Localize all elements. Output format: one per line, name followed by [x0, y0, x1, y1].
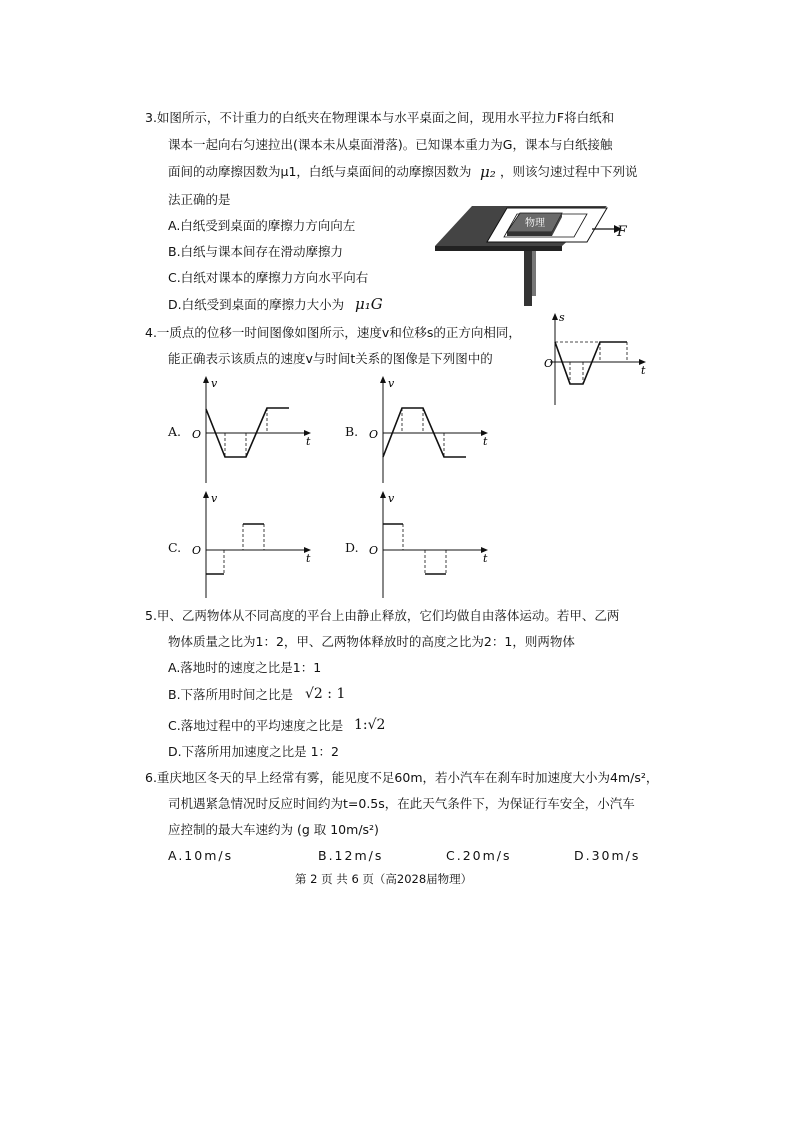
- q3-option-a: A.白纸受到桌面的摩擦力方向向左: [168, 218, 356, 233]
- t-axis-label: t: [483, 435, 488, 448]
- q5-option-b: B.下落所用时间之比是: [168, 687, 294, 702]
- q4-option-a-label: A.: [168, 424, 182, 439]
- origin-label: O: [192, 544, 202, 557]
- option-d-graph: [365, 490, 495, 600]
- force-label: F: [617, 224, 627, 240]
- t-axis-label: t: [641, 364, 646, 377]
- origin-label: O: [369, 544, 379, 557]
- q4-line1: 4.一质点的位移一时间图像如图所示，速度v和位移s的正方向相同，: [145, 325, 521, 340]
- q6-line2: 司机遇紧急情况时反应时间约为t=0.5s，在此天气条件下，为保证行车安全，小汽车: [168, 796, 635, 811]
- q3-mu2: μ₂: [480, 163, 496, 181]
- v-axis-label: v: [388, 492, 395, 505]
- q3-option-c: C.白纸对课本的摩擦力方向水平向右: [168, 270, 369, 285]
- t-axis-label: t: [306, 552, 311, 565]
- q5-option-c: C.落地过程中的平均速度之比是: [168, 718, 344, 733]
- s-t-curve: [555, 342, 627, 384]
- q3-line2: 课本一起向右匀速拉出(课本未从桌面滑落)。已知课本重力为G，课本与白纸接触: [168, 137, 613, 152]
- q6-line3: 应控制的最大车速约为 (g 取 10m/s²): [168, 822, 379, 837]
- s-t-graph: [545, 312, 655, 407]
- q3-line4: 法正确的是: [168, 192, 231, 207]
- v-axis-label: v: [388, 377, 395, 390]
- q5-line1: 5.甲、乙两物体从不同高度的平台上由静止释放，它们均做自由落体运动。若甲、乙两: [145, 608, 620, 623]
- q6-option-b: B.12m/s: [318, 848, 384, 863]
- q5-option-c-formula: 1:√2: [354, 717, 386, 733]
- t-axis-label: t: [483, 552, 488, 565]
- q6-option-d: D.30m/s: [574, 848, 641, 863]
- table-figure: [432, 198, 632, 308]
- q5-option-a: A.落地时的速度之比是1：1: [168, 660, 322, 675]
- option-b-graph: [365, 375, 495, 485]
- t-axis-label: t: [306, 435, 311, 448]
- q5-line2: 物体质量之比为1：2，甲、乙两物体释放时的高度之比为2：1，则两物体: [168, 634, 575, 649]
- q4-line2: 能正确表示该质点的速度v与时间t关系的图像是下列图中的: [168, 351, 493, 366]
- q6-option-a: A.10m/s: [168, 848, 234, 863]
- option-c-graph: [188, 490, 318, 600]
- q3-option-d: D.白纸受到桌面的摩擦力大小为: [168, 297, 345, 312]
- q3-line3a: 面间的动摩擦因数为μ1，白纸与桌面间的动摩擦因数为: [168, 164, 472, 179]
- q3-line1: 3.如图所示，不计重力的白纸夹在物理课本与水平桌面之间，现用水平拉力F将白纸和: [145, 110, 615, 125]
- page-footer: 第 2 页 共 6 页（高2028届物理）: [295, 872, 473, 886]
- q4-option-d-label: D.: [345, 540, 359, 555]
- v-axis-label: v: [211, 492, 218, 505]
- s-axis-label: s: [559, 311, 565, 324]
- q3-option-d-formula: μ₁G: [355, 295, 383, 313]
- origin-label: O: [192, 428, 202, 441]
- q6-line1: 6.重庆地区冬天的早上经常有雾，能见度不足60m，若小汽车在刹车时加速度大小为4m/s²，: [145, 770, 659, 785]
- q3-option-b: B.白纸与课本间存在滑动摩擦力: [168, 244, 344, 259]
- book-label: 物理: [525, 218, 545, 229]
- q3-line3b: ，则该匀速过程中下列说: [500, 164, 638, 179]
- q4-option-b-label: B.: [345, 424, 359, 439]
- origin-label: O: [544, 357, 554, 370]
- q4-option-c-label: C.: [168, 540, 182, 555]
- q5-option-b-formula: √2 : 1: [305, 686, 346, 702]
- q5-option-d: D.下落所用加速度之比是 1：2: [168, 744, 339, 759]
- v-axis-label: v: [211, 377, 218, 390]
- q6-option-c: C.20m/s: [446, 848, 512, 863]
- option-a-graph: [188, 375, 318, 485]
- origin-label: O: [369, 428, 379, 441]
